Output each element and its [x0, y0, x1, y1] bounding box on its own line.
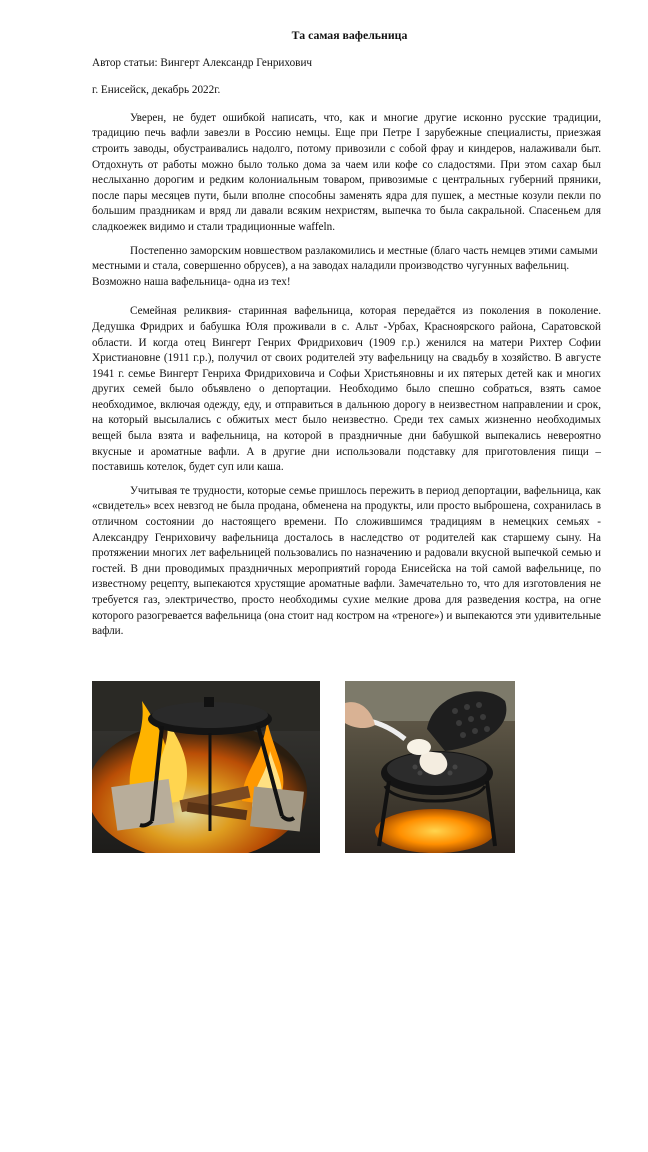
document-page: [92, 28, 601, 648]
place-date-line: г. Енисейск, декабрь 2022г.: [92, 84, 221, 97]
short-line: Возможно наша вафельница- одна из тех!: [92, 275, 291, 288]
author-line: Автор статьи: Вингерт Александр Генрихович: [92, 56, 313, 69]
document-title: Та самая вафельница: [291, 28, 408, 42]
paragraph-4: Учитывая те трудности, которые семье пришлось пережить в период депортации, вафельница, как «свидетель» всех невзгод не была продана, обменена на продукты, или просто выброшена, сохранилась в отличном состоянии до настоящего времени. По сложившимся традициям в немецких семьях - Александру Генриховичу вафельница досталось в наследство от родителей как старшему сыну. На протяжении многих лет вафельницей пользовались по назначению и радовали вкусной выпечкой семью и гостей. В дни проводимых праздничных мероприятий города Енисейска на той самой вафельнице, по известному рецепту, выпекаются хрустящие ароматные вафли. Замечательно то, что для изготовления не требуется газ, электричество, просто необходимы сухие мелкие дрова для разведения костра, на огне которого разогревается вафельница (она стоит над костром на «треноге») и выпекаются эти удивительные вафли.: [92, 484, 601, 638]
photo-pouring-batter-into-waffle-iron: [345, 681, 515, 853]
paragraph-2: Постепенно заморским новшеством разлакомились и местные (благо часть немцев этими самыми местными и стала, совершенно обрусев), а на заводах наладили производство чугунных вафельниц.: [92, 244, 598, 273]
photo-waffle-iron-over-campfire: [92, 681, 320, 853]
paragraph-3: Семейная реликвия- старинная вафельница, которая передаётся из поколения в поколение. Дедушка Фридрих и бабушка Юля проживали в с. Альт -Урбах, Красноярского района, Саратовской области. И когда отец Вингерт Генрих Фридрихович (1909 г.р.) женился на матери Рихтер Софии Христиановне (1911 г.р.), получил от своих родителей эту вафельницу на свадьбу в хозяйство. В августе 1941 г. семье Вингерт Генриха Фридриховича и Софьи Христьяновны и их пятерых детей как и многих других семей было объявлено о депортации. Необходимо было спешно собраться, взять самое необходимое, включая одежду, еду, и отправиться в дальнюю дорогу в неизвестном направлении и срок, на который высылались с обжитых мест было неизвестно. Среди тех самых жизненно необходимых вещей была взята и вафельница, на которой в праздничные дни бабушкой выпекались невероятно вкусные и ароматные вафли. А в другие дни использовали подставку для приготовления пищи – поставишь котелок, будет суп или каша.: [92, 305, 601, 474]
photo-row: [92, 681, 522, 853]
paragraph-1: Уверен, не будет ошибкой написать, что, как и многие другие исконно русские традиции, традицию печь вафли завезли в Россию немцы. Еще при Петре I зарубежные специалисты, приезжая строить заводы, обустраивались надолго, потому привозили с собой фрау и киндеров, налаживали быт. Отдохнуть от работы можно было только дома за чаем или кофе со сладостями. При этом сахар был неслыханно дорогим и редким колониальным товаром, привозимые с центральных губерний пряники, после пары месяцев пути, были вполне способны заменять ядра для пушек, а местные козули пекли по большим праздникам и вряд ли давали всяким нехристям, выпечка то была сакральной. Спасеньем для сладкоежек видимо и стали традиционные waffeln.: [92, 111, 601, 233]
